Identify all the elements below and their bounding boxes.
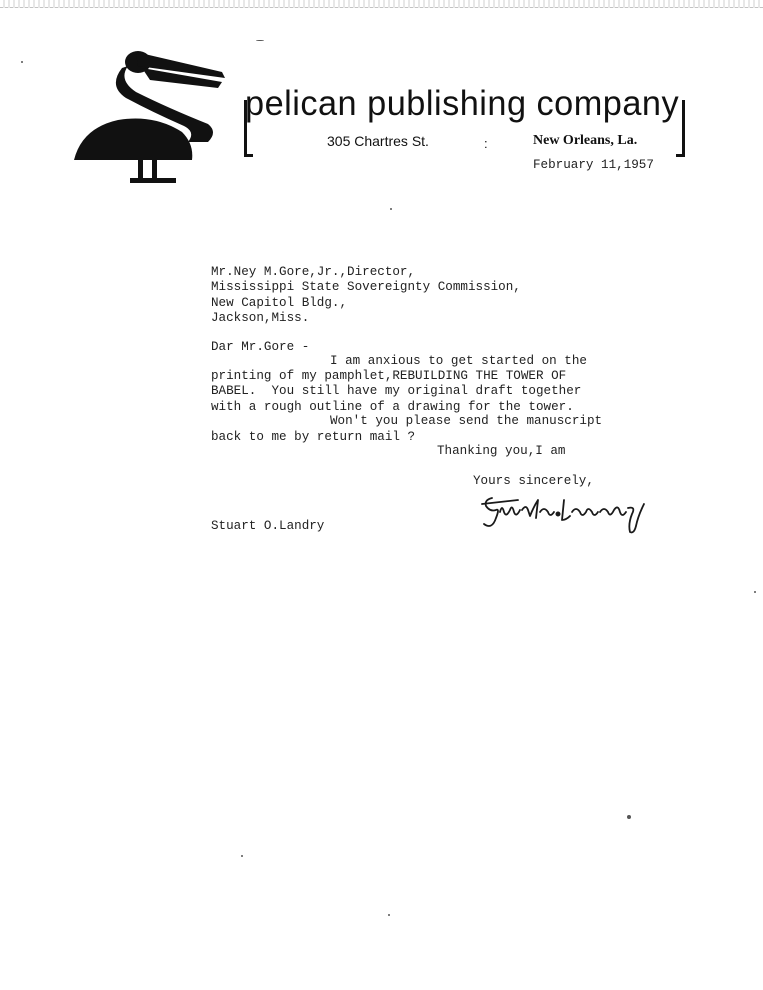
salutation: Dar Mr.Gore - bbox=[211, 340, 310, 354]
letter-date: February 11,1957 bbox=[533, 158, 654, 172]
scan-speck bbox=[754, 591, 756, 593]
body-line: I am anxious to get started on the bbox=[330, 354, 587, 368]
body-line: with a rough outline of a drawing for the tower. bbox=[211, 400, 574, 414]
body-line: back to me by return mail ? bbox=[211, 430, 416, 444]
scan-speck bbox=[627, 815, 631, 819]
pelican-logo-icon bbox=[72, 42, 242, 192]
closing-line: Yours sincerely, bbox=[473, 474, 594, 488]
letterhead-bracket-right bbox=[676, 100, 685, 157]
thanks-line: Thanking you,I am bbox=[437, 444, 566, 458]
recipient-line: Mr.Ney M.Gore,Jr.,Director, bbox=[211, 265, 416, 279]
scan-speck bbox=[256, 40, 264, 41]
body-line: BABEL. You still have my original draft together bbox=[211, 384, 582, 398]
company-name: pelican publishing company bbox=[245, 84, 680, 123]
letterhead-separator: : bbox=[484, 136, 488, 151]
recipient-line: Jackson,Miss. bbox=[211, 311, 310, 325]
letterhead-street: 305 Chartres St. bbox=[327, 133, 429, 149]
scan-speck bbox=[388, 914, 390, 916]
scan-speck bbox=[390, 208, 392, 210]
handwritten-signature bbox=[478, 490, 653, 538]
letterhead-city: New Orleans, La. bbox=[533, 133, 638, 148]
recipient-line: New Capitol Bldg., bbox=[211, 296, 348, 310]
scan-speck bbox=[241, 855, 243, 857]
body-line: Won't you please send the manuscript bbox=[330, 414, 603, 428]
body-line: printing of my pamphlet,REBUILDING THE TOWER OF bbox=[211, 369, 567, 383]
scan-top-edge bbox=[0, 0, 763, 8]
scan-speck bbox=[21, 61, 23, 63]
recipient-line: Mississippi State Sovereignty Commission, bbox=[211, 280, 521, 294]
typed-signature-name: Stuart O.Landry bbox=[211, 519, 325, 533]
